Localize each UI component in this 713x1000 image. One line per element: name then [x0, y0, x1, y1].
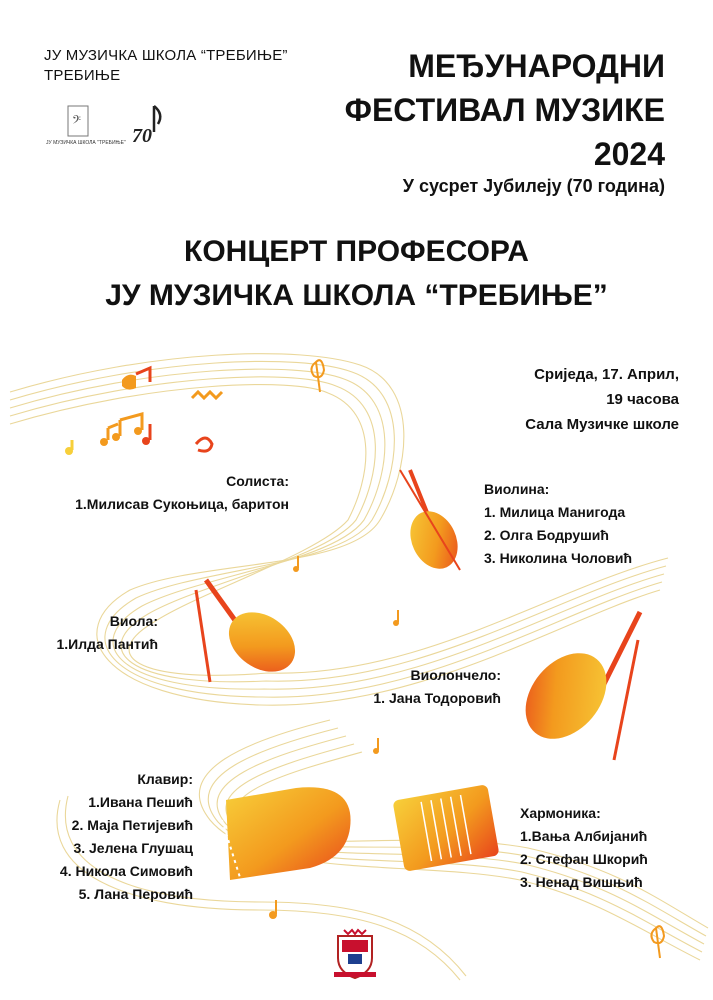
festival-year: 2024	[593, 136, 665, 172]
school-header	[44, 46, 288, 86]
piano-member: 5. Лана Перовић	[78, 886, 193, 902]
concert-title	[0, 230, 713, 318]
event-details	[525, 362, 679, 437]
soloist-member: 1.Милисав Сукоњица, баритон	[75, 496, 289, 512]
soloist-section	[75, 470, 289, 516]
svg-text:𝄢: 𝄢	[72, 114, 82, 130]
accordion-section	[520, 802, 648, 894]
piano-member: 1.Ивана Пешић	[88, 794, 193, 810]
viola-heading: Виола:	[109, 613, 158, 629]
cello-heading: Виолончело:	[410, 667, 501, 683]
event-time: 19 часова	[606, 391, 679, 408]
school-logo	[46, 104, 126, 148]
logo-caption: ЈУ МУЗИЧКА ШКОЛА "ТРЕБИЊЕ"	[46, 140, 126, 146]
violin-section	[484, 478, 632, 570]
violin-member: 2. Олга Бодрушић	[484, 527, 609, 543]
anniversary-logo	[132, 100, 168, 148]
cello-section	[373, 664, 501, 710]
event-venue: Сала Музичке школе	[525, 416, 679, 433]
viola-section	[56, 610, 158, 656]
violin-member: 3. Николина Чоловић	[484, 550, 633, 566]
accordion-member: 3. Ненад Вишњић	[520, 874, 643, 890]
viola-icon	[196, 580, 306, 684]
logo-70: 70	[132, 125, 152, 147]
piano-heading: Клавир:	[137, 771, 193, 787]
event-date: Сриједа, 17. Април,	[534, 366, 679, 383]
festival-subtitle: У сусрет Јубилеју (70 година)	[402, 176, 665, 196]
soloist-heading: Солиста:	[226, 473, 289, 489]
piano-icon	[222, 787, 351, 884]
school-name: ЈУ МУЗИЧКА ШКОЛА “ТРЕБИЊЕ”	[44, 47, 288, 64]
piano-section	[60, 768, 193, 906]
festival-line1: МЕЂУНАРОДНИ	[408, 48, 665, 84]
piano-member: 2. Маја Петијевић	[71, 817, 193, 833]
violin-member: 1. Милица Манигода	[484, 504, 626, 520]
violin-heading: Виолина:	[484, 481, 550, 497]
concert-line2: ЈУ МУЗИЧКА ШКОЛА “ТРЕБИЊЕ”	[105, 279, 608, 312]
festival-line2: ФЕСТИВАЛ МУЗИКЕ	[344, 92, 665, 128]
piano-member: 3. Јелена Глушац	[73, 840, 193, 856]
cello-member: 1. Јана Тодоровић	[373, 690, 501, 706]
viola-member: 1.Илда Пантић	[56, 636, 158, 652]
piano-member: 4. Никола Симовић	[59, 863, 193, 879]
accordion-member: 2. Стефан Шкорић	[520, 851, 648, 867]
city-crest-icon	[330, 928, 380, 980]
accordion-member: 1.Вања Албијанић	[520, 828, 648, 844]
school-city: ТРЕБИЊЕ	[44, 67, 121, 84]
concert-line1: КОНЦЕРТ ПРОФЕСОРА	[184, 235, 529, 268]
violin-icon	[400, 470, 467, 576]
accordion-heading: Хармоника:	[520, 805, 601, 821]
festival-title	[345, 44, 665, 176]
